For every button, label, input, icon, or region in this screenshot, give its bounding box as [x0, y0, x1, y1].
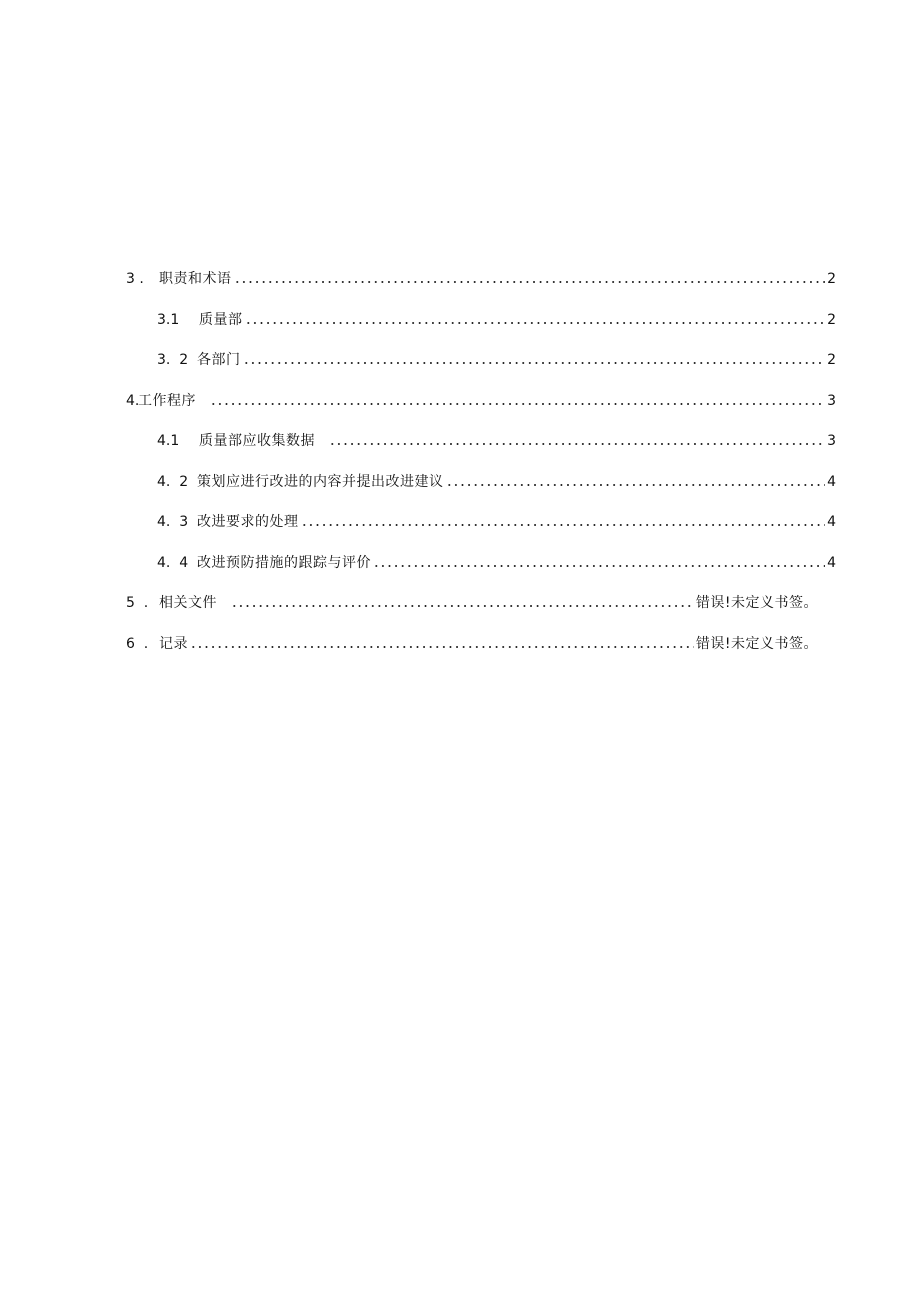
toc-dot-leader	[245, 321, 826, 325]
toc-entry-5[interactable]	[126, 590, 818, 612]
toc-entry-title: 各部门	[197, 352, 241, 368]
toc-entry-number: 4. 3	[157, 514, 189, 530]
toc-entry-4-3[interactable]	[157, 509, 836, 531]
toc-entry-4[interactable]	[126, 388, 836, 410]
toc-entry-number: 4. 2	[157, 474, 189, 490]
toc-entry-6[interactable]	[126, 631, 818, 653]
toc-page-number: 2	[827, 352, 836, 368]
toc-entry-3-2[interactable]	[157, 347, 836, 369]
toc-dot-leader	[373, 564, 825, 568]
toc-entry-3[interactable]	[126, 266, 836, 288]
toc-page-error-text: 错误!未定义书签。	[695, 595, 818, 611]
toc-entry-title: 质量部	[199, 312, 243, 328]
toc-entry-title: 改进要求的处理	[197, 514, 299, 530]
toc-entry-title: 工作程序	[138, 393, 196, 409]
toc-dot-leader	[210, 402, 825, 406]
toc-entry-number: 6 .	[126, 636, 149, 652]
toc-entry-number: 3.1	[157, 312, 180, 328]
toc-entry-number: 4.	[126, 393, 140, 409]
toc-dot-leader	[234, 280, 826, 284]
toc-entry-4-2[interactable]	[157, 469, 836, 491]
toc-page-number: 2	[827, 271, 836, 287]
toc-dot-leader	[190, 645, 694, 649]
toc-page-error-text: 错误!未定义书签。	[695, 636, 818, 652]
toc-entry-number: 3. 2	[157, 352, 189, 368]
toc-entry-title: 职责和术语	[159, 271, 232, 287]
toc-dot-leader	[329, 442, 825, 446]
toc-entry-number: 4.1	[157, 433, 180, 449]
toc-entry-3-1[interactable]	[157, 307, 836, 329]
toc-page-number: 3	[827, 433, 836, 449]
toc-page-number: 4	[827, 555, 836, 571]
toc-page-number: 3	[827, 393, 836, 409]
toc-entry-4-4[interactable]	[157, 550, 836, 572]
toc-page-number: 4	[827, 514, 836, 530]
toc-entry-number: 5 .	[126, 595, 149, 611]
toc-page-number: 2	[827, 312, 836, 328]
toc-dot-leader	[446, 483, 826, 487]
toc-entry-title: 改进预防措施的跟踪与评价	[197, 555, 371, 571]
toc-entry-title: 质量部应收集数据	[199, 433, 315, 449]
toc-entry-title: 相关文件	[159, 595, 217, 611]
toc-dot-leader	[301, 523, 826, 527]
toc-entry-number: 4. 4	[157, 555, 189, 571]
toc-entry-4-1[interactable]	[157, 428, 836, 450]
toc-entry-number: 3 .	[126, 271, 144, 287]
toc-entry-title: 记录	[159, 636, 188, 652]
toc-dot-leader	[231, 604, 694, 608]
toc-page-number: 4	[827, 474, 836, 490]
toc-dot-leader	[243, 361, 826, 365]
toc-entry-title: 策划应进行改进的内容并提出改进建议	[197, 474, 444, 490]
